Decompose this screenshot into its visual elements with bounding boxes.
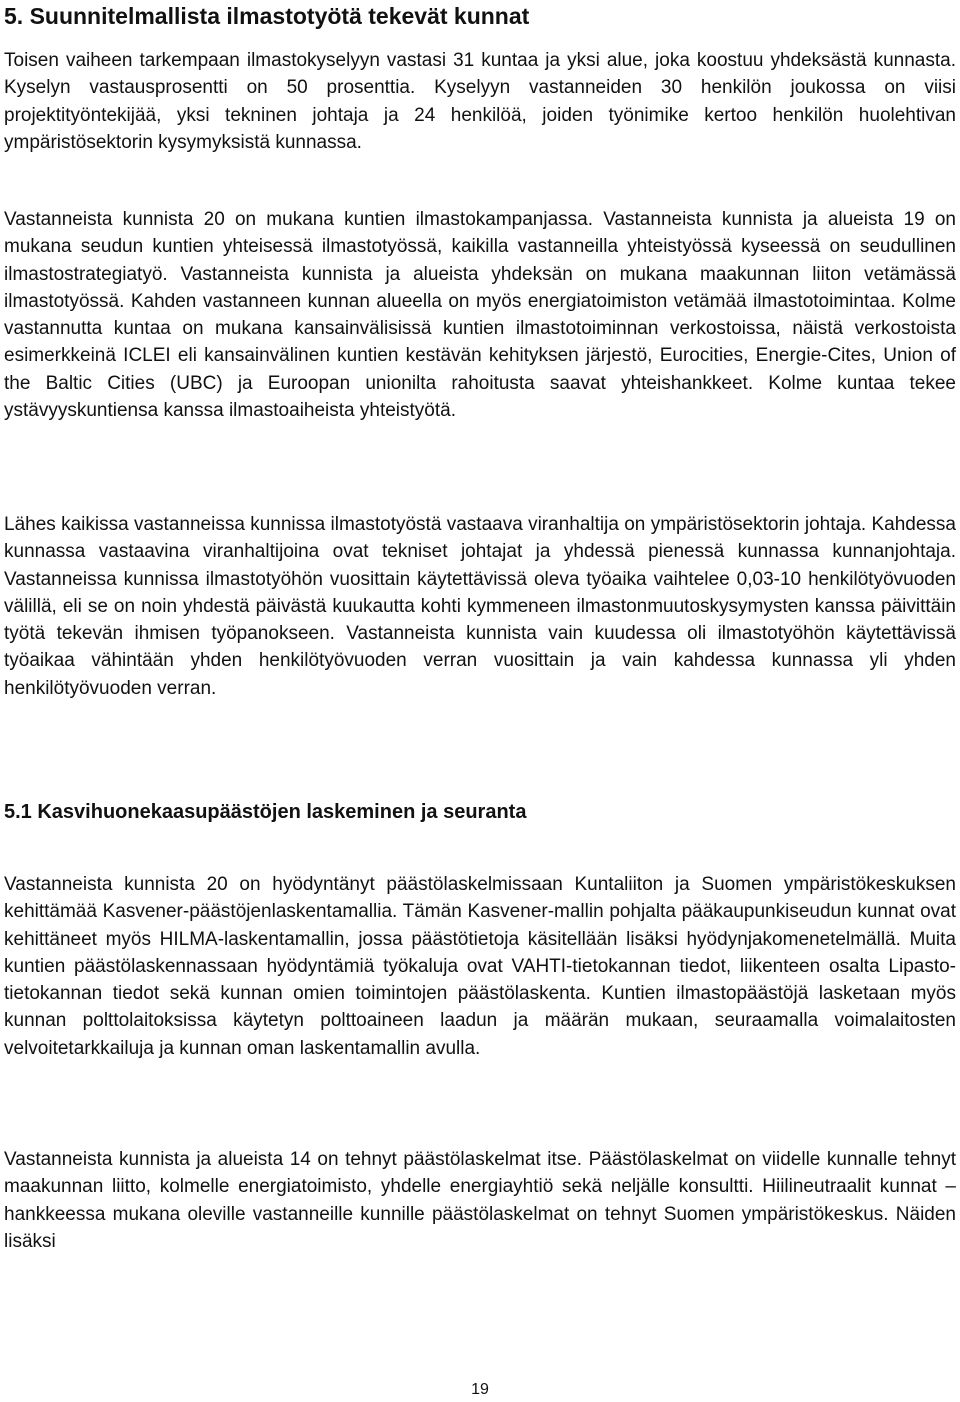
subsection-heading: 5.1 Kasvihuonekaasupäästöjen laskeminen ja seuranta [4, 801, 527, 823]
section-heading: 5. Suunnitelmallista ilmastotyötä tekevät kunnat [4, 3, 530, 29]
paragraph: Toisen vaiheen tarkempaan ilmastokyselyyn vastasi 31 kuntaa ja yksi alue, joka koostuu yhdeksästä kunnasta. Kyselyn vastausprosentti on 50 prosenttia. Kyselyyn vastanneiden 30 henkilön joukossa on viisi projektityöntekijää, yksi tekninen johtaja ja 24 henkilöä, joiden työnimike kertoo henkilön huolehtivan ympäristösektorin kysymyksistä kunnassa. [4, 50, 956, 153]
paragraph: Vastanneista kunnista ja alueista 14 on tehnyt päästölaskelmat itse. Päästölaskelmat on viidelle kunnalle tehnyt maakunnan liitto, kolmelle energiatoimisto, yhdelle energiayhtiö sekä neljälle konsultti. Hiilineutraalit kunnat –hankkeessa mukana oleville vastanneille kunnille päästölaskelmat on tehnyt Suomen ympäristökeskus. Näiden lisäksi [4, 1149, 956, 1252]
paragraph: Vastanneista kunnista 20 on hyödyntänyt päästölaskelmissaan Kuntaliiton ja Suomen ympäristökeskuksen kehittämää Kasvener-päästöjenlaskentamallia. Tämän Kasvener-mallin pohjalta pääkaupunkiseudun kunnat ovat kehittäneet myös HILMA-laskentamallin, jossa päästötietoja käsitellään lisäksi hyödynjakomenetelmällä. Muita kuntien päästölaskennassaan hyödyntämiä työkaluja ovat VAHTI-tietokannan tiedot, liikenteen osalta Lipasto-tietokannan tiedot sekä kunnan omien toimintojen päästölaskenta. Kuntien ilmastopäästöjä lasketaan myös kunnan polttolaitoksissa käytetyn polttoaineen laadun ja määrän mukaan, seuraamalla voimalaitosten velvoitetarkkailuja ja kunnan oman laskentamallin avulla. [4, 874, 956, 1059]
paragraph: Lähes kaikissa vastanneissa kunnissa ilmastotyöstä vastaava viranhaltija on ympäristösektorin johtaja. Kahdessa kunnassa vastaavina viranhaltijoina ovat tekniset johtajat ja yhdessä pienessä kunnassa kunnanjohtaja. Vastanneissa kunnissa ilmastotyöhön vuosittain käytettävissä oleva työaika vaihtelee 0,03-10 henkilötyövuoden välillä, eli se on noin yhdestä päivästä kuukautta kohti kymmeneen ilmastonmuutoskysymysten kanssa päivittäin työtä tekevän ihmisen työpanokseen. Vastanneista kunnista vain kuudessa oli ilmastotyöhön käytettävissä työaikaa vähintään yhden henkilötyövuoden verran vuosittain ja vain kahdessa kunnassa yli yhden henkilötyövuoden verran. [4, 514, 956, 699]
paragraph: Vastanneista kunnista 20 on mukana kuntien ilmastokampanjassa. Vastanneista kunnista ja alueista 19 on mukana seudun kuntien yhteisessä ilmastotyössä, kaikilla vastanneilla yhteistyössä kyseessä on seudullinen ilmastostrategiatyö. Vastanneista kunnista ja alueista yhdeksän on mukana maakunnan liiton vetämässä ilmastotyössä. Kahden vastanneen kunnan alueella on myös energiatoimiston vetämää ilmastotoimintaa. Kolme vastannutta kuntaa on mukana kansainvälisissä kuntien ilmastotoiminnan verkostoissa, näistä verkostoista esimerkkeinä ICLEI eli kansainvälinen kuntien kestävän kehityksen järjestö, Eurocities, Energie-Cites, Union of the Baltic Cities (UBC) ja Euroopan unionilta rahoitusta saavat yhteishankkeet. Kolme kuntaa tekee ystävyyskuntiensa kanssa ilmastoaiheista yhteistyötä. [4, 209, 956, 422]
page-number: 19 [471, 1381, 489, 1398]
